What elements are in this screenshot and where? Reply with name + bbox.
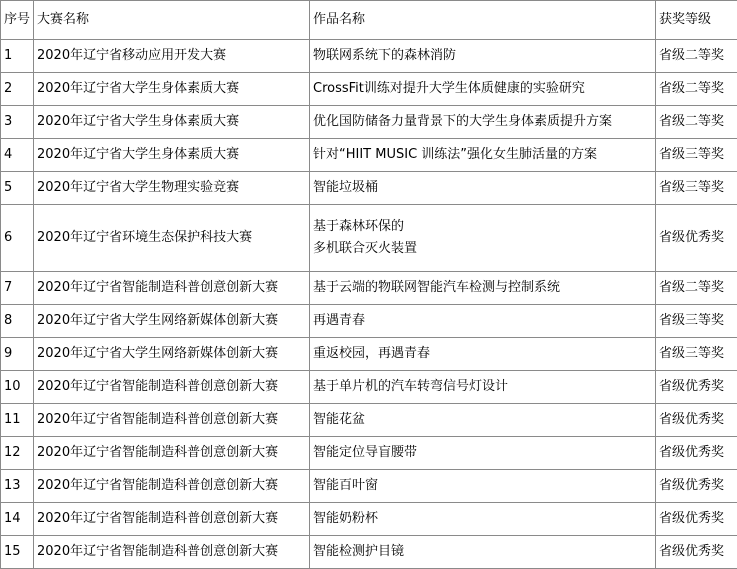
cell-no: 13 <box>1 470 34 503</box>
cell-work: 重返校园，再遇青春 <box>310 338 656 371</box>
cell-competition: 2020年辽宁省智能制造科普创意创新大赛 <box>34 503 310 536</box>
cell-no: 15 <box>1 536 34 569</box>
cell-work <box>310 205 656 272</box>
cell-competition: 2020年辽宁省大学生身体素质大赛 <box>34 139 310 172</box>
table-row <box>1 536 737 569</box>
table-row <box>1 503 737 536</box>
cell-work: 优化国防储备力量背景下的大学生身体素质提升方案 <box>310 106 656 139</box>
table-row <box>1 40 737 73</box>
table-row <box>1 404 737 437</box>
table-row <box>1 437 737 470</box>
cell-work-line: 基于森林环保的 <box>313 216 655 238</box>
cell-work-line: 多机联合灭火装置 <box>313 238 655 260</box>
cell-award: 省级三等奖 <box>656 338 737 371</box>
cell-work: 针对“HIIT MUSIC 训练法”强化女生肺活量的方案 <box>310 139 656 172</box>
cell-competition: 2020年辽宁省智能制造科普创意创新大赛 <box>34 470 310 503</box>
cell-no: 9 <box>1 338 34 371</box>
cell-no: 12 <box>1 437 34 470</box>
table-row <box>1 73 737 106</box>
cell-award: 省级三等奖 <box>656 139 737 172</box>
cell-work: 智能检测护目镜 <box>310 536 656 569</box>
cell-competition: 2020年辽宁省智能制造科普创意创新大赛 <box>34 404 310 437</box>
table-row <box>1 172 737 205</box>
cell-award: 省级二等奖 <box>656 106 737 139</box>
cell-award: 省级优秀奖 <box>656 205 737 272</box>
cell-work: CrossFit训练对提升大学生体质健康的实验研究 <box>310 73 656 106</box>
cell-competition: 2020年辽宁省大学生网络新媒体创新大赛 <box>34 305 310 338</box>
cell-no: 14 <box>1 503 34 536</box>
cell-award: 省级优秀奖 <box>656 536 737 569</box>
cell-competition: 2020年辽宁省大学生身体素质大赛 <box>34 73 310 106</box>
table-header-row <box>1 1 737 40</box>
table-row <box>1 305 737 338</box>
table-row <box>1 139 737 172</box>
cell-award: 省级优秀奖 <box>656 470 737 503</box>
cell-award: 省级三等奖 <box>656 172 737 205</box>
cell-no: 10 <box>1 371 34 404</box>
cell-work: 物联网系统下的森林消防 <box>310 40 656 73</box>
table-row <box>1 106 737 139</box>
cell-no: 5 <box>1 172 34 205</box>
cell-work: 智能花盆 <box>310 404 656 437</box>
cell-award: 省级优秀奖 <box>656 371 737 404</box>
cell-no: 7 <box>1 272 34 305</box>
cell-award: 省级二等奖 <box>656 73 737 106</box>
table-row <box>1 205 737 272</box>
cell-work: 智能奶粉杯 <box>310 503 656 536</box>
table-row <box>1 338 737 371</box>
table-row <box>1 470 737 503</box>
table-row <box>1 371 737 404</box>
header-award: 获奖等级 <box>656 1 737 40</box>
cell-competition: 2020年辽宁省智能制造科普创意创新大赛 <box>34 536 310 569</box>
cell-competition: 2020年辽宁省大学生网络新媒体创新大赛 <box>34 338 310 371</box>
cell-competition: 2020年辽宁省环境生态保护科技大赛 <box>34 205 310 272</box>
cell-competition: 2020年辽宁省智能制造科普创意创新大赛 <box>34 437 310 470</box>
cell-work: 智能定位导盲腰带 <box>310 437 656 470</box>
cell-work: 智能垃圾桶 <box>310 172 656 205</box>
cell-work: 再遇青春 <box>310 305 656 338</box>
cell-no: 2 <box>1 73 34 106</box>
cell-award: 省级优秀奖 <box>656 503 737 536</box>
table-row <box>1 272 737 305</box>
cell-competition: 2020年辽宁省智能制造科普创意创新大赛 <box>34 272 310 305</box>
cell-award: 省级优秀奖 <box>656 437 737 470</box>
cell-no: 1 <box>1 40 34 73</box>
cell-competition: 2020年辽宁省智能制造科普创意创新大赛 <box>34 371 310 404</box>
header-competition: 大赛名称 <box>34 1 310 40</box>
cell-award: 省级二等奖 <box>656 272 737 305</box>
cell-work: 基于单片机的汽车转弯信号灯设计 <box>310 371 656 404</box>
cell-competition: 2020年辽宁省大学生身体素质大赛 <box>34 106 310 139</box>
cell-competition: 2020年辽宁省大学生物理实验竞赛 <box>34 172 310 205</box>
header-no: 序号 <box>1 1 34 40</box>
cell-work: 基于云端的物联网智能汽车检测与控制系统 <box>310 272 656 305</box>
cell-no: 8 <box>1 305 34 338</box>
cell-no: 4 <box>1 139 34 172</box>
cell-work: 智能百叶窗 <box>310 470 656 503</box>
cell-no: 3 <box>1 106 34 139</box>
cell-no: 6 <box>1 205 34 272</box>
cell-award: 省级三等奖 <box>656 305 737 338</box>
cell-no: 11 <box>1 404 34 437</box>
header-work: 作品名称 <box>310 1 656 40</box>
cell-award: 省级优秀奖 <box>656 404 737 437</box>
cell-award: 省级二等奖 <box>656 40 737 73</box>
cell-competition: 2020年辽宁省移动应用开发大赛 <box>34 40 310 73</box>
